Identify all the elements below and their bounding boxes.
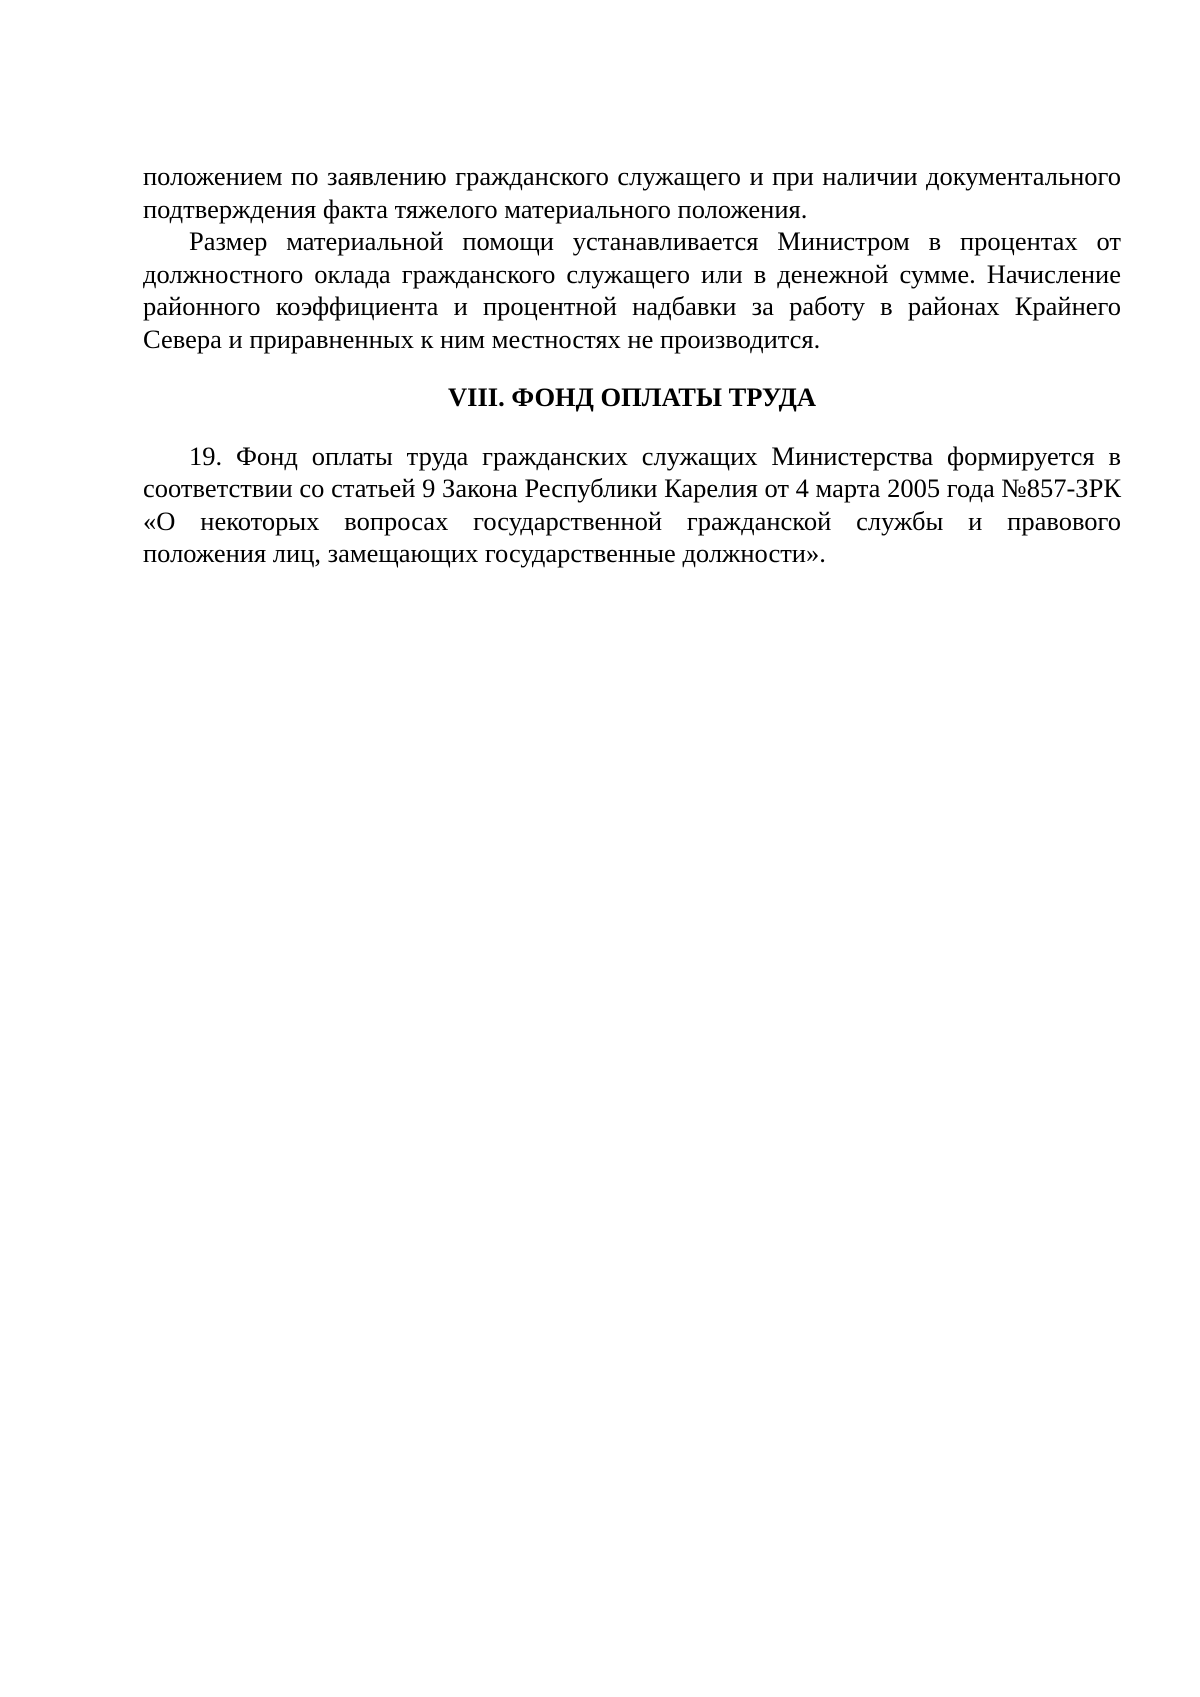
paragraph-material-aid-amount: Размер материальной помощи устанавливается Министром в процентах от должностного оклада гражданского служащего или в денежной сумме. Начисление районного коэффициента и процентной надбавки за работу в районах Крайнего Севера и приравненных к ним местностях не производится. — [143, 226, 1121, 354]
document-body — [143, 160, 1121, 570]
paragraph-wage-fund: 19. Фонд оплаты труда гражданских служащих Министерства формируется в соответствии со статьей 9 Закона Республики Карелия от 4 марта 2005 года №857-ЗРК «О некоторых вопросах государственной гражданской службы и правового положения лиц, замещающих государственные должности». — [143, 440, 1121, 568]
paragraph-continuation: положением по заявлению гражданского служащего и при наличии документального подтверждения факта тяжелого материального положения. — [143, 161, 1121, 224]
section-heading: VIII. ФОНД ОПЛАТЫ ТРУДА — [448, 382, 816, 412]
